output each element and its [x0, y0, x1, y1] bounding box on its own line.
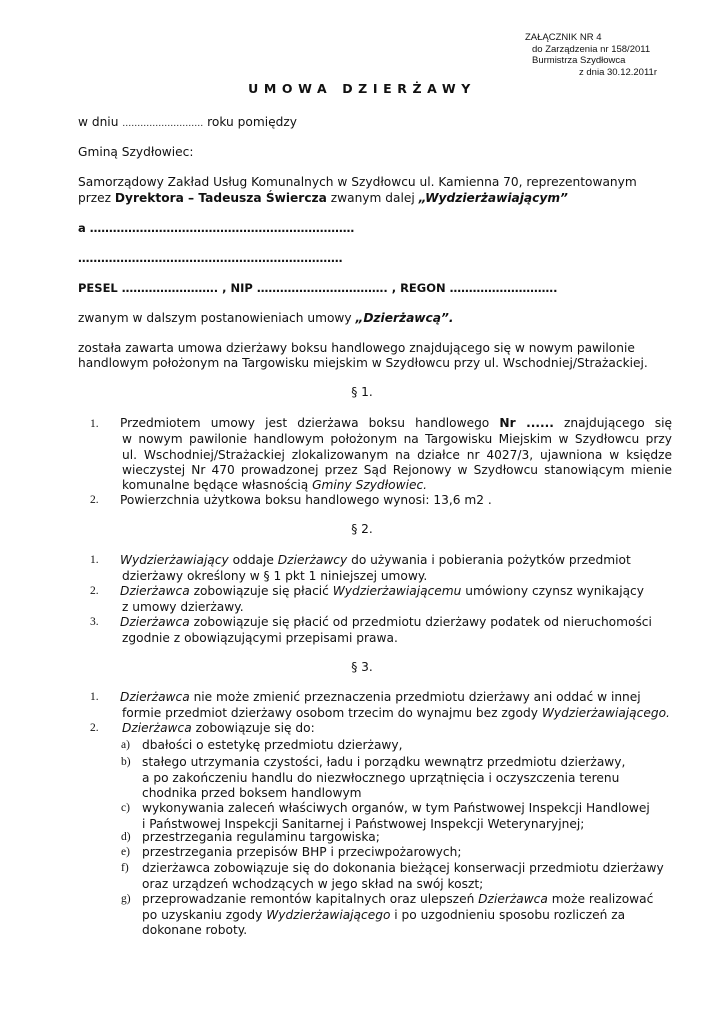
s3-item1-line2: formie przedmiot dzierżawy osobom trzecim do wynajmu bez zgody Wydzierżawiającego.	[122, 706, 670, 720]
s2-item2-line1: Dzierżawca zobowiązuje się płacić Wydzierżawiającemu umówiony czynsz wynikający	[120, 584, 644, 598]
s3-d-letter: d)	[121, 831, 131, 843]
party-municipality: Gminą Szydłowiec:	[78, 145, 194, 159]
agreement-line-1: została zawarta umowa dzierżawy boksu handlowego znajdującego się w nowym pawilonie	[78, 341, 635, 355]
s2-item1-line1: Wydzierżawiający oddaje Dzierżawcy do używania i pobierania pożytków przedmiot	[120, 553, 631, 567]
s3-g-letter: g)	[121, 893, 131, 905]
s3-a-letter: a)	[121, 739, 130, 751]
annex-header	[525, 32, 715, 78]
annex-number: ZAŁĄCZNIK NR 4	[525, 32, 602, 43]
s3-item2-line1: Dzierżawca zobowiązuje się do:	[122, 721, 315, 735]
tenant-identifiers: PESEL ……………………. , NIP ……………………………. , REGON ……………………….	[78, 281, 558, 295]
section-3-heading: § 3.	[351, 660, 373, 674]
s2-item3-line2: zgodnie z obowiązującymi przepisami prawa.	[122, 631, 398, 645]
s1-item2: Powierzchnia użytkowa boksu handlowego wynosi: 13,6 m2 .	[120, 493, 492, 507]
section-1-heading: § 1.	[351, 385, 373, 399]
s3-item1-number: 1.	[90, 691, 99, 703]
s1-item1-line3: ul. Wschodniej/Strażackiej zlokalizowanym na działce nr 4027/3, ujawniona w księdze	[122, 448, 672, 462]
s3-f-letter: f)	[121, 862, 129, 874]
s3-a-text: dbałości o estetykę przedmiotu dzierżawy,	[142, 738, 403, 752]
representative-line-1: Samorządowy Zakład Usług Komunalnych w Szydłowcu ul. Kamienna 70, reprezentowanym	[78, 175, 637, 189]
s3-b-line2: a po zakończeniu handlu do niezwłocznego uprzątnięcia i oczyszczenia terenu	[142, 771, 620, 785]
agreement-line-2: handlowym położonym na Targowisku miejskim w Szydłowcu przy ul. Wschodniej/Strażackiej.	[78, 356, 648, 370]
s1-item1-line1: Przedmiotem umowy jest dzierżawa boksu handlowego Nr ...... znajdującego się	[120, 416, 673, 430]
tenant-designation: zwanym w dalszym postanowieniach umowy „Dzierżawcą”.	[78, 311, 454, 325]
s3-item1-line1: Dzierżawca nie może zmienić przeznaczenia przedmiotu dzierżawy ani oddać w innej	[120, 690, 641, 704]
s3-item2-number: 2.	[90, 722, 99, 734]
date-line: w dniu ……………………… roku pomiędzy	[78, 115, 297, 129]
s2-item3-number: 3.	[90, 616, 99, 628]
tenant-name-blank: a ……………………………………………………………	[78, 221, 355, 235]
s3-c-line2: i Państwowej Inspekcji Sanitarnej i Państwowej Inspekcji Weterynaryjnej;	[142, 817, 585, 831]
s3-b-line1: stałego utrzymania czystości, ładu i porządku wewnątrz przedmiotu dzierżawy,	[142, 755, 626, 769]
s3-g-line1: przeprowadzanie remontów kapitalnych oraz ulepszeń Dzierżawca może realizować	[142, 892, 654, 906]
representative-line-2: przez Dyrektora – Tadeusza Świercza zwanym dalej „Wydzierżawiającym”	[78, 191, 568, 205]
document-title: UMOWA DZIERŻAWY	[248, 81, 476, 96]
s1-item1-line2: w nowym pawilonie handlowym położonym na Targowisku Miejskim w Szydłowcu przy	[122, 432, 672, 446]
s2-item3-line1: Dzierżawca zobowiązuje się płacić od przedmiotu dzierżawy podatek od nieruchomości	[120, 615, 652, 629]
s3-d-text: przestrzegania regulaminu targowiska;	[142, 830, 380, 844]
s1-item2-number: 2.	[90, 494, 99, 506]
s3-b-line3: chodnika przed boksem handlowym	[142, 786, 362, 800]
s3-f-line2: oraz urządzeń wchodzących w jego skład na swój koszt;	[142, 877, 484, 891]
s2-item2-line2: z umowy dzierżawy.	[122, 600, 244, 614]
s2-item1-line2: dzierżawy określony w § 1 pkt 1 niniejszej umowy.	[122, 569, 428, 583]
s2-item2-number: 2.	[90, 585, 99, 597]
s3-b-letter: b)	[121, 756, 131, 768]
s3-f-line1: dzierżawca zobowiązuje się do dokonania bieżącej konserwacji przedmiotu dzierżawy	[142, 861, 664, 875]
annex-date: z dnia 30.12.2011r	[579, 66, 657, 78]
section-2-heading: § 2.	[351, 522, 373, 536]
annex-issuer: Burmistrza Szydłowca	[532, 55, 626, 66]
s1-item1-number: 1.	[90, 418, 99, 430]
s1-item1-line5: komunalne będące własnością Gminy Szydłowiec.	[122, 478, 428, 492]
s3-e-letter: e)	[121, 846, 130, 858]
s3-e-text: przestrzegania przepisów BHP i przeciwpożarowych;	[142, 845, 462, 859]
s3-g-line3: dokonane roboty.	[142, 923, 248, 937]
tenant-address-blank: ……………………………………………………………	[78, 251, 343, 265]
s3-c-line1: wykonywania zaleceń właściwych organów, w tym Państwowej Inspekcji Handlowej	[142, 801, 650, 815]
s1-item1-line4: wieczystej Nr 470 prowadzonej przez Sąd Rejonowy w Szydłowcu stanowiącym mienie	[122, 463, 672, 477]
annex-order-ref: do Zarządzenia nr 158/2011	[532, 43, 651, 55]
s2-item1-number: 1.	[90, 554, 99, 566]
s3-c-letter: c)	[121, 802, 130, 814]
s3-g-line2: po uzyskaniu zgody Wydzierżawiającego i po uzgodnieniu sposobu rozliczeń za	[142, 908, 626, 922]
